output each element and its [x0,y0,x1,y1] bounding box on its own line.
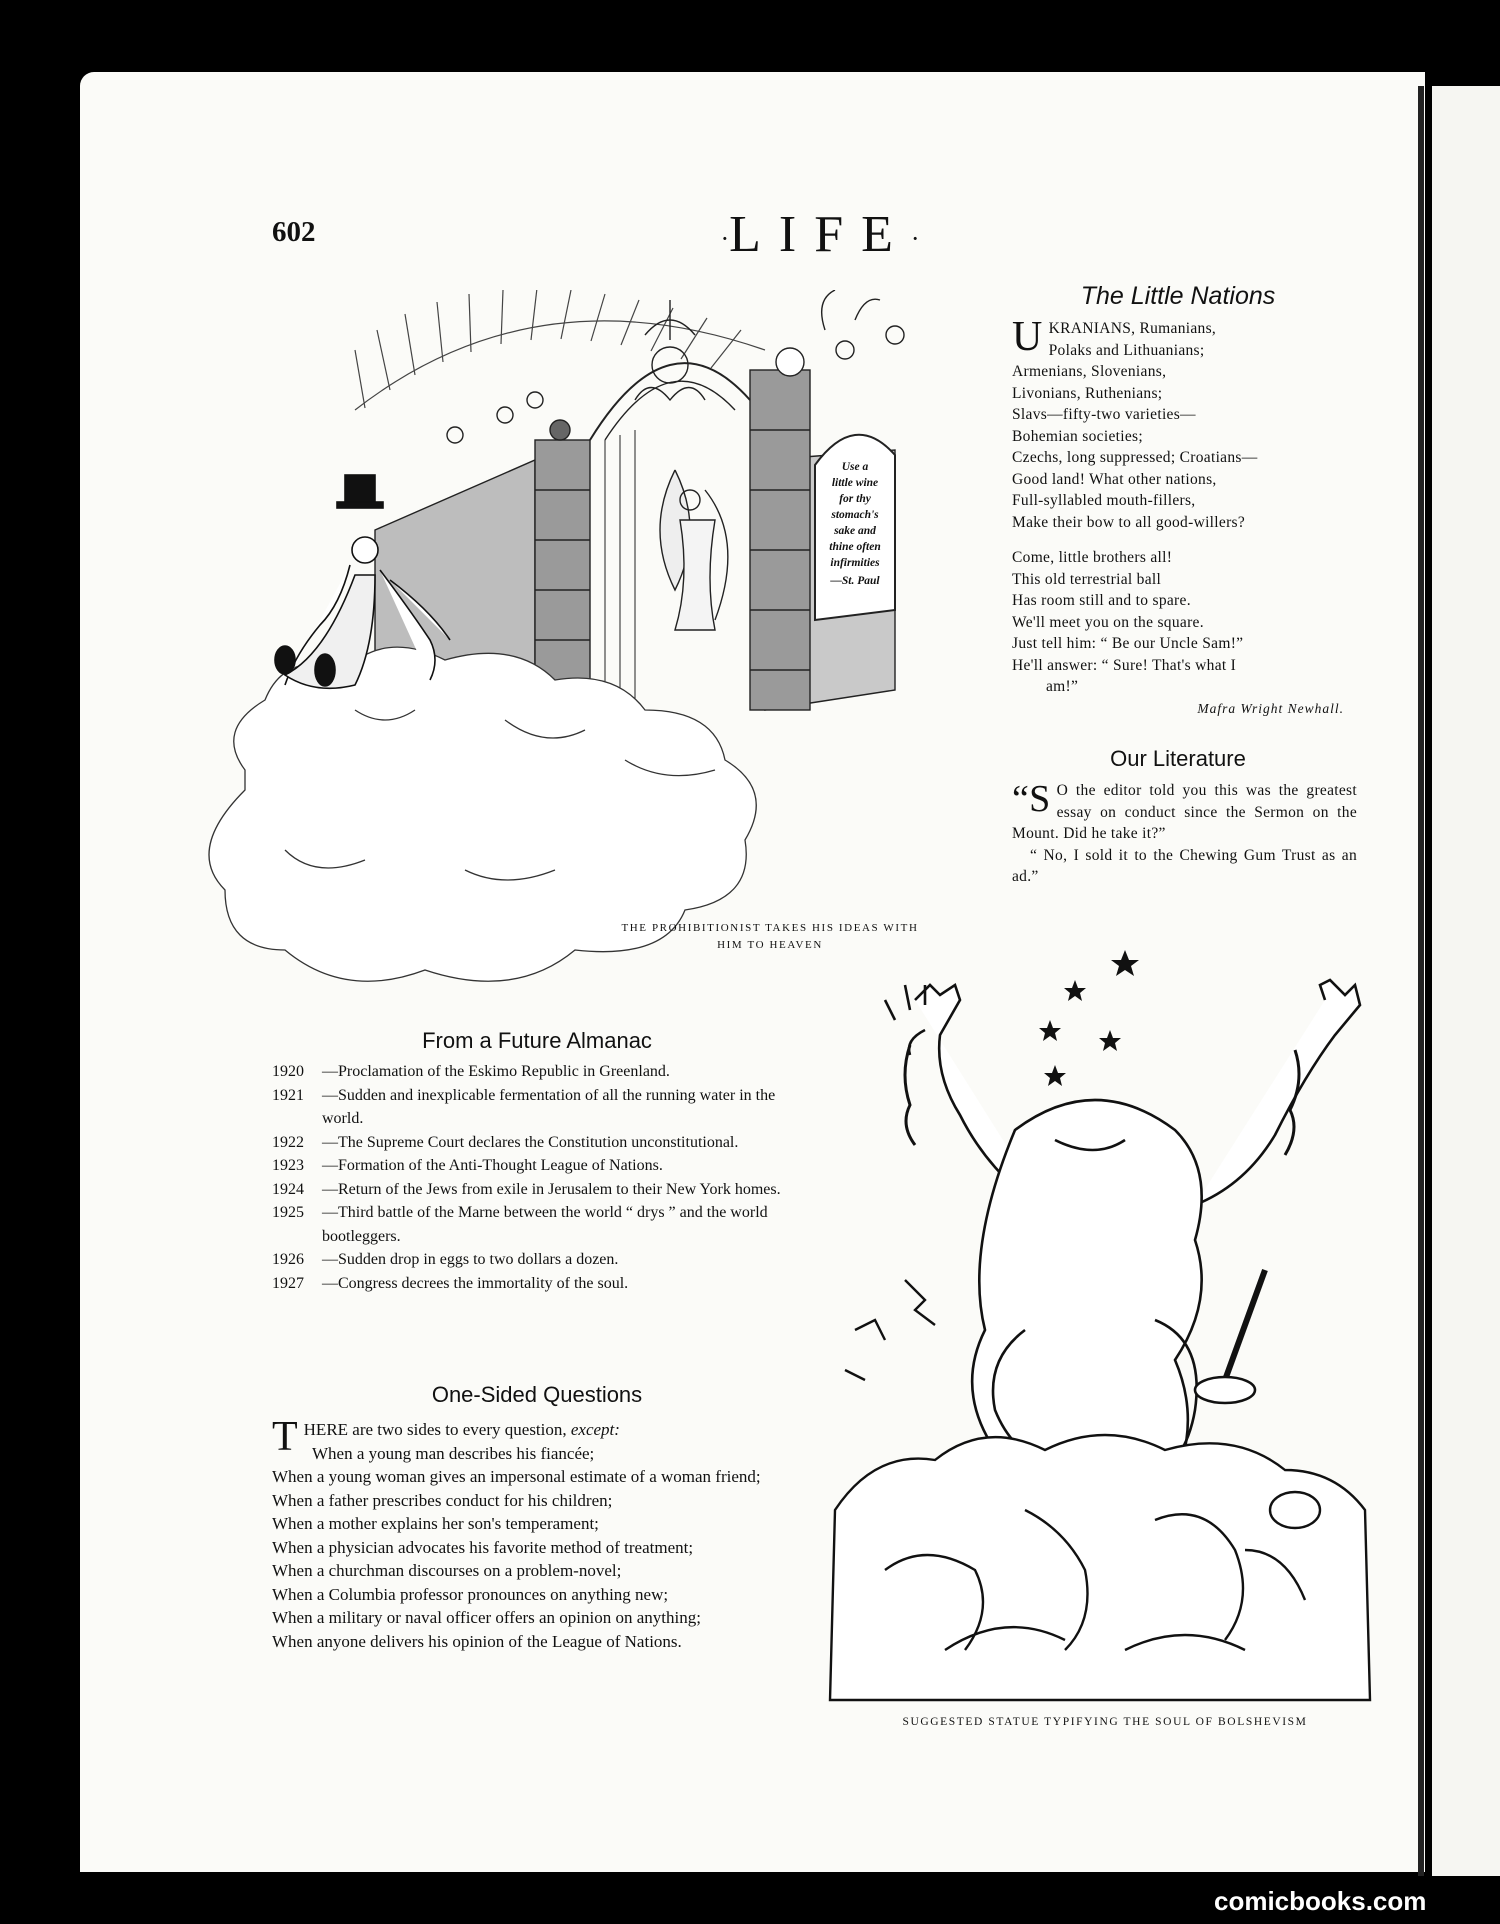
poem-line: Full-syllabled mouth-fillers, [1012,492,1196,509]
sun-rays-illustration [355,290,765,410]
sign-line: for thy [839,493,871,505]
our-literature-title: Our Literature [1110,746,1246,771]
poem-line: Polaks and Lithuanians; [1048,341,1205,359]
stars-illustration [1039,950,1139,1121]
masthead: ·LIFE· [720,206,920,263]
poem-line: Bohemian societies; [1012,427,1143,445]
site-watermark: comicbooks.com [1214,1886,1427,1916]
entry-year: 1923 [272,1157,304,1174]
caption-line: THE PROHIBITIONIST TAKES HIS IDEAS WITH [621,922,919,934]
sign-line: little wine [831,477,879,489]
author-signature: Mafra Wright Newhall. [1197,700,1344,716]
poem-line: Just tell him: “ Be our Uncle Sam!” [1012,635,1244,652]
bolshevism-cartoon [825,950,1410,1710]
almanac-entry [272,1272,802,1296]
entry-text: —Third battle of the Marne between the world “ drys ” and the world bootleggers. [322,1204,768,1245]
almanac-entry [272,1201,802,1248]
question-item: When a military or naval officer offers an opinion on anything; [272,1608,701,1627]
page-gutter [1418,86,1424,1876]
paragraph-body: the greatest essay on conduct since the Sermon on the Mount. Did he take it?” [1012,782,1357,842]
our-literature-text [1012,780,1357,888]
almanac-entry [272,1131,802,1155]
question-item: When a father prescribes conduct for his children; [272,1490,613,1510]
poem-line: Has room still and to spare. [1012,592,1191,609]
poem-line: Slavs—fifty-two varieties— [1012,406,1196,423]
question-item: When a mother explains her son's temperament; [272,1514,599,1533]
paragraph-line: O the editor told you this was [1056,782,1271,799]
adjacent-page-edge [1432,86,1500,1876]
one-sided-text [272,1414,802,1653]
little-nations-title: The Little Nations [1080,282,1276,310]
entry-text: —The Supreme Court declares the Constitution unconstitutional. [322,1133,739,1151]
poem-line: Good land! What other nations, [1012,470,1217,488]
entry-year: 1920 [272,1063,304,1080]
question-item: When a physician advocates his favorite method of treatment; [272,1537,694,1557]
almanac-entry [272,1154,802,1178]
almanac-title: From a Future Almanac [422,1028,652,1053]
cartoon-caption-prohibitionist [560,920,980,954]
entry-year: 1924 [272,1180,304,1198]
sign-line: Use a [841,461,869,473]
poem-line: He'll answer: “ Sure! That's what I [1012,656,1237,674]
drop-cap: “S [1012,778,1051,820]
poem-line: Come, little brothers all! [1012,549,1173,566]
intro-italic: except: [570,1420,620,1439]
question-item: When anyone delivers his opinion of the League of Nations. [272,1631,682,1651]
question-item: When a churchman discourses on a problem-novel; [272,1561,622,1580]
almanac-entry [272,1178,802,1202]
poem-line: Armenians, Slovenians, [1012,363,1167,380]
sign-line: sake and [834,525,876,537]
cartoon-caption-bolshevism: SUGGESTED STATUE TYPIFYING THE SOUL OF BOLSHEVISM [902,1716,1308,1728]
sign-line: —St. Paul [830,575,880,587]
masthead-title: LIFE [729,206,911,263]
entry-text: —Proclamation of the Eskimo Republic in Greenland. [322,1063,670,1080]
one-sided-title: One-Sided Questions [431,1382,643,1407]
poem-line: Make their bow to all good-willers? [1012,513,1246,531]
little-nations-poem [1012,314,1352,719]
question-item: When a young woman gives an impersonal estimate of a woman friend; [272,1467,761,1486]
almanac-entry [272,1248,802,1272]
entry-year: 1922 [272,1133,304,1151]
entry-year: 1926 [272,1251,304,1268]
poem-line: KRANIANS, Rumanians, [1048,320,1217,337]
sign-line: infirmities [830,557,880,569]
entry-year: 1921 [272,1086,304,1104]
question-item: When a Columbia professor pronounces on anything new; [272,1584,669,1604]
entry-text: —Sudden drop in eggs to two dollars a dozen. [322,1251,619,1268]
entry-text: —Congress decrees the immortality of the soul. [322,1274,629,1292]
prohibitionist-cartoon [205,290,1015,990]
intro-text: HERE are two sides to every question, [303,1420,567,1439]
poem-line: Livonians, Ruthenians; [1012,384,1163,402]
rocks-and-figures [830,1435,1370,1700]
crack-lines [845,1280,935,1380]
drop-cap: T [272,1414,298,1460]
entry-text: —Formation of the Anti-Thought League of Nations. [322,1157,663,1174]
entry-text: —Sudden and inexplicable fermentation of all the running water in the world. [322,1086,776,1127]
poem-line: am!” [1046,678,1079,695]
entry-year: 1925 [272,1204,304,1221]
almanac-entry [272,1060,802,1084]
almanac-list [272,1060,802,1295]
poem-line: We'll meet you on the square. [1012,613,1204,631]
poem-line: Czechs, long suppressed; Croatians— [1012,449,1258,466]
sign-line: thine often [829,541,881,553]
caption-line: HIM TO HEAVEN [717,939,823,951]
poem-line: This old terrestrial ball [1012,570,1162,588]
paragraph-reply: “ No, I sold it to the Chewing Gum Trust as an ad.” [1012,846,1357,885]
entry-text: —Return of the Jews from exile in Jerusalem to their New York homes. [322,1180,781,1198]
entry-year: 1927 [272,1274,304,1292]
drop-cap: U [1012,314,1043,360]
page-number: 602 [272,216,316,248]
almanac-entry [272,1084,802,1131]
sign-line: stomach's [831,509,879,521]
intro-line: When a young man describes his fiancée; [312,1443,595,1463]
